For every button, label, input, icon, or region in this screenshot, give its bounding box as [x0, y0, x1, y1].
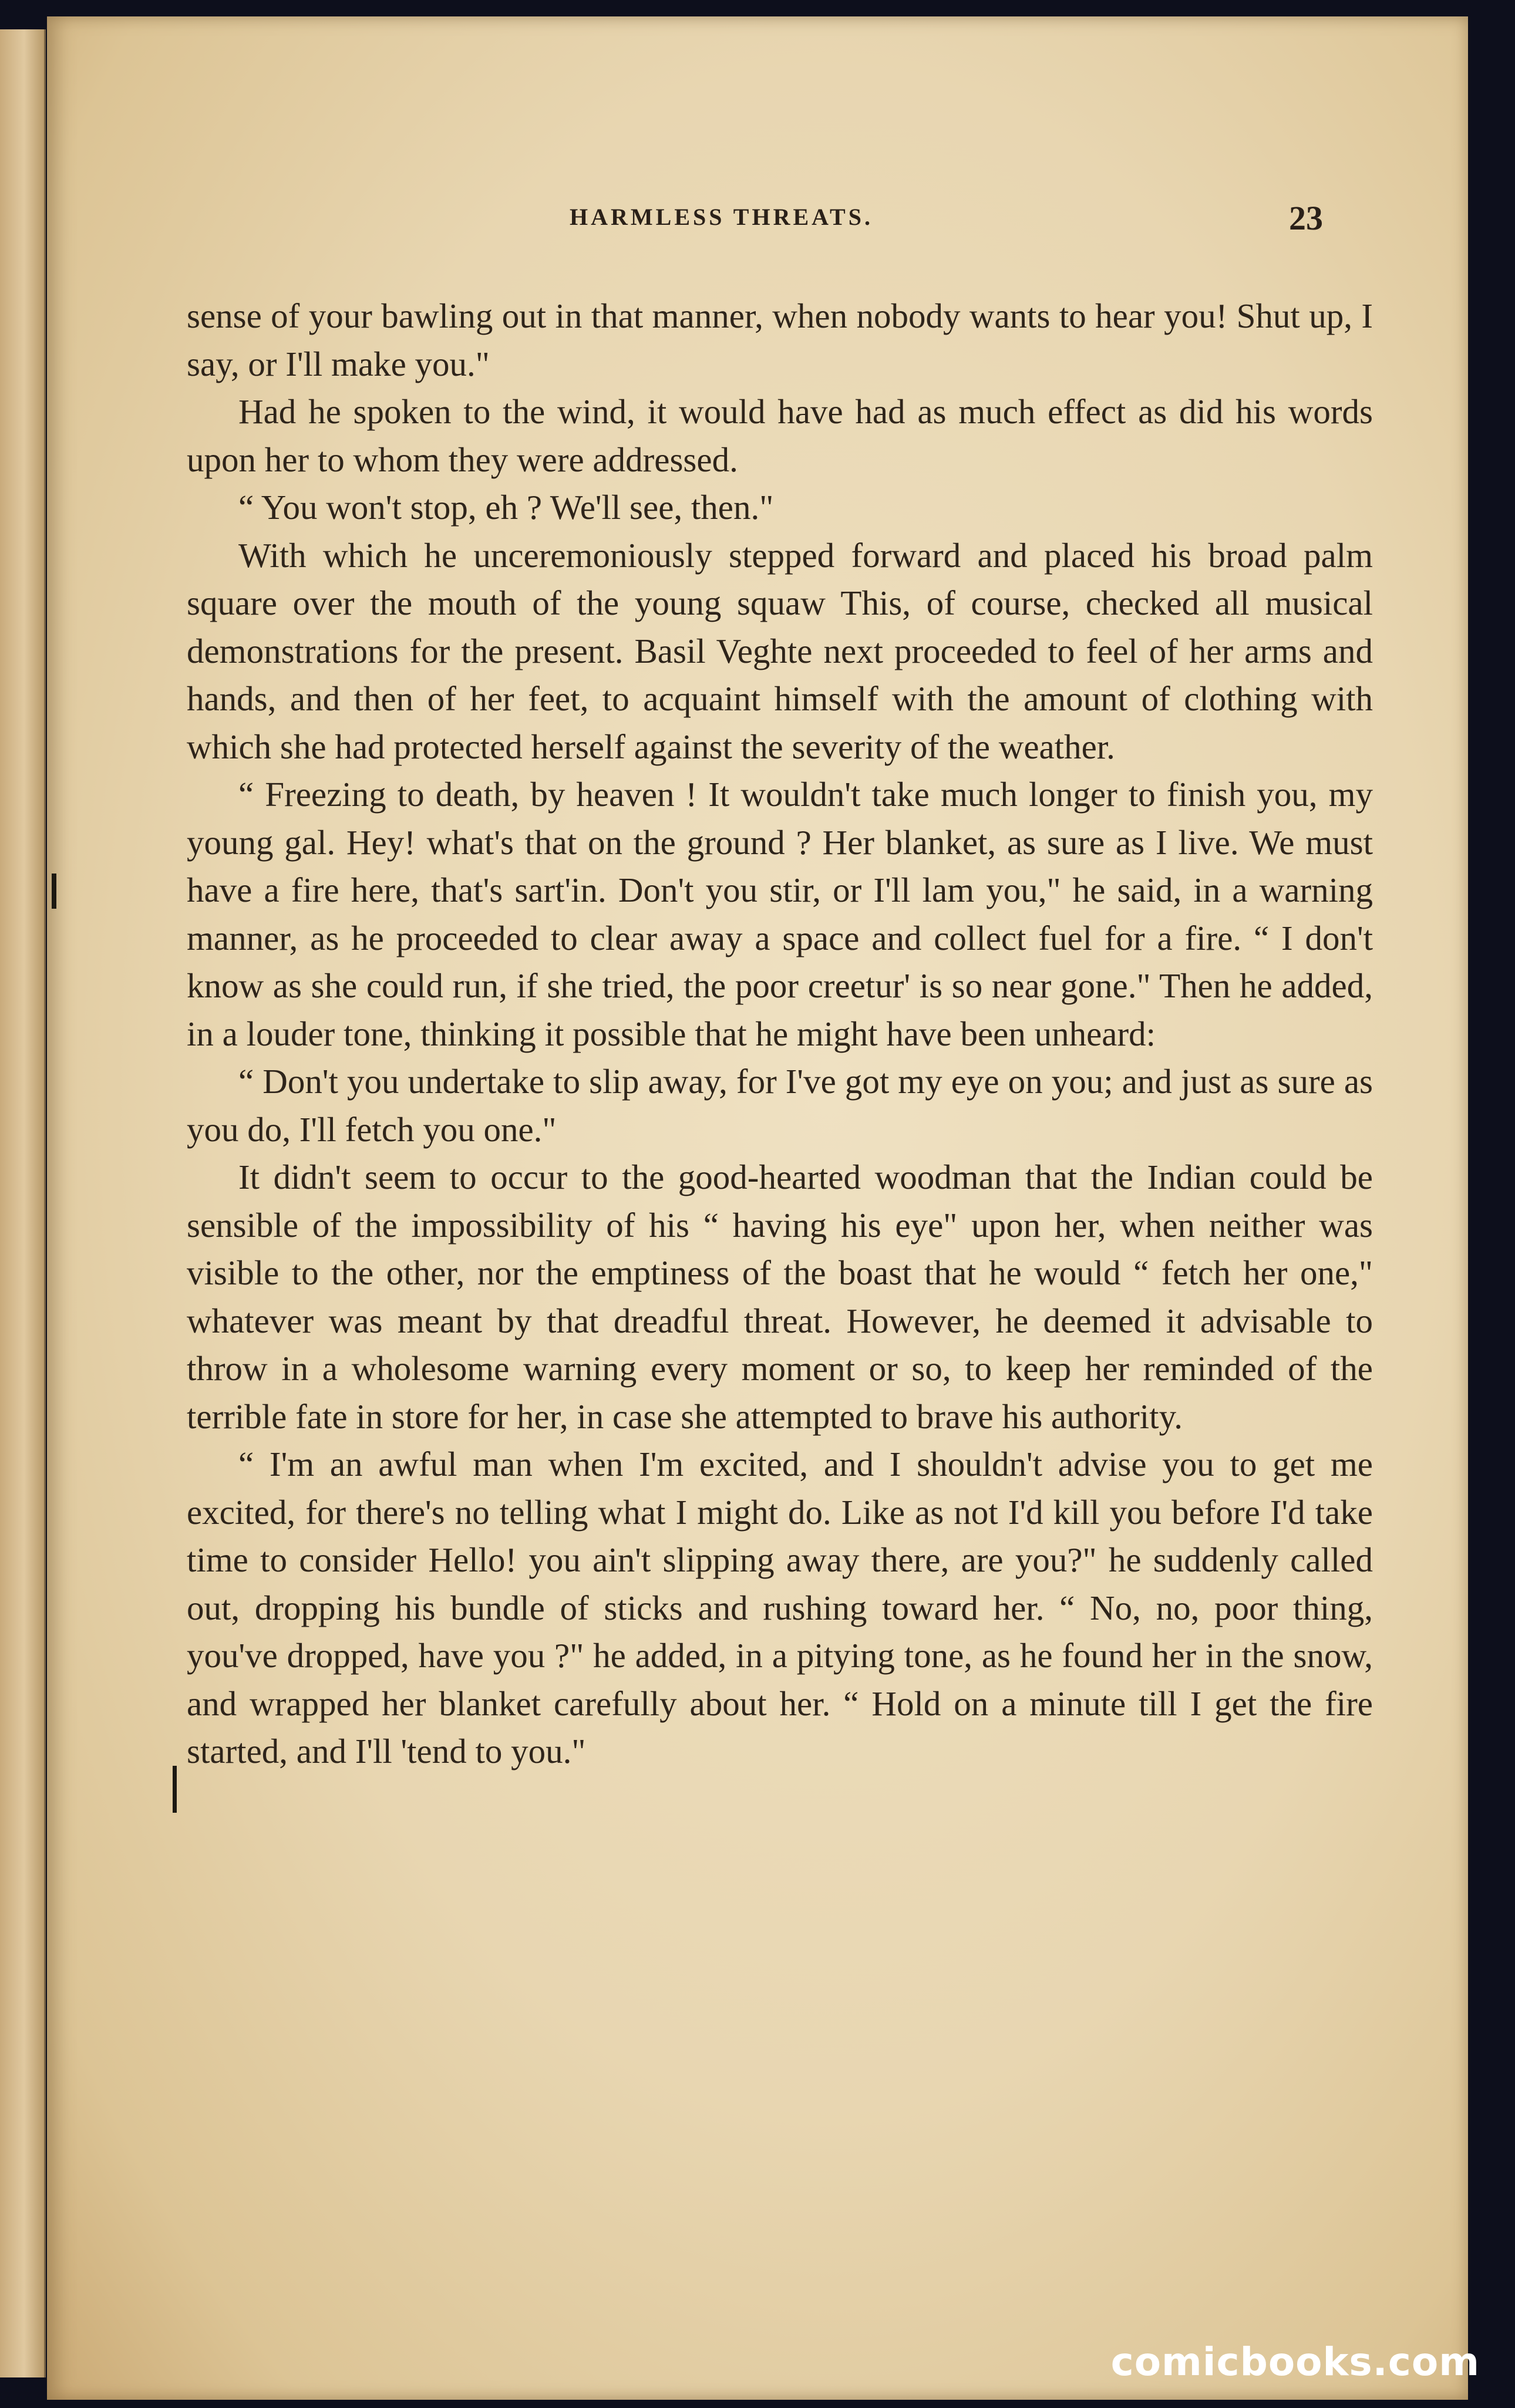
paragraph: It didn't seem to occur to the good-hearted woodman that the Indian could be sensible of the impossibility of his “ having his eye" upon her, when neither was visible to the other, nor the emptiness of the boast that he would “ fetch her one," whatever was meant by that dreadful threat. However, he deemed it advisable to throw in a wholesome warning every moment or so, to keep her reminded of the terrible fate in store for her, in case she attempted to brave his authority. — [187, 1158, 1373, 1436]
margin-mark — [173, 1766, 177, 1813]
paragraph: “ You won't stop, eh ? We'll see, then." — [238, 488, 774, 527]
facing-page-edge — [0, 29, 46, 2377]
book-page — [47, 16, 1468, 2400]
paragraph: sense of your bawling out in that manner, when nobody wants to hear you! Shut up, I say, or I'll make you." — [187, 296, 1373, 383]
margin-mark — [52, 874, 56, 909]
paragraph: With which he unceremoniously stepped forward and placed his broad palm square over the mouth of the young squaw This, of course, checked all musical demonstrations for the present. Basil Veghte next proceeded to feel of her arms and hands, and then of her feet, to acquaint himself with the amount of clothing with which she had protected herself against the severity of the weather. — [187, 535, 1373, 766]
body-text — [187, 292, 1373, 1776]
paragraph: “ I'm an awful man when I'm excited, and I shouldn't advise you to get me excited, for there's no telling what I might do. Like as not I'd kill you before I'd take time to consider Hello! you ain't slipping away there, are you?" he suddenly called out, dropping his bundle of sticks and rushing toward her. “ No, no, poor thing, you've dropped, have you ?" he added, in a pitying tone, as he found her in the snow, and wrapped her blanket carefully about her. “ Hold on a minute till I get the fire started, and I'll 'tend to you." — [187, 1445, 1373, 1770]
paragraph: Had he spoken to the wind, it would have had as much effect as did his words upon her to whom they were addressed. — [187, 392, 1373, 479]
running-head — [47, 198, 1468, 245]
page-number: 23 — [1289, 199, 1323, 237]
watermark: comicbooks.com — [1110, 2339, 1480, 2385]
running-head-title: HARMLESS THREATS. — [570, 204, 873, 230]
paragraph: “ Freezing to death, by heaven ! It wouldn't take much longer to finish you, my young gal. Hey! what's that on the ground ? Her blanket, as sure as I live. We must have a fire here, that's sart'in. Don't you stir, or I'll lam you," he said, in a warning manner, as he proceeded to clear away a space and collect fuel for a fire. “ I don't know as she could run, if she tried, the poor creetur' is so near gone." Then he added, in a louder tone, thinking it possible that he might have been unheard: — [187, 775, 1373, 1053]
paragraph: “ Don't you undertake to slip away, for I've got my eye on you; and just as sure as you do, I'll fetch you one." — [187, 1062, 1373, 1149]
